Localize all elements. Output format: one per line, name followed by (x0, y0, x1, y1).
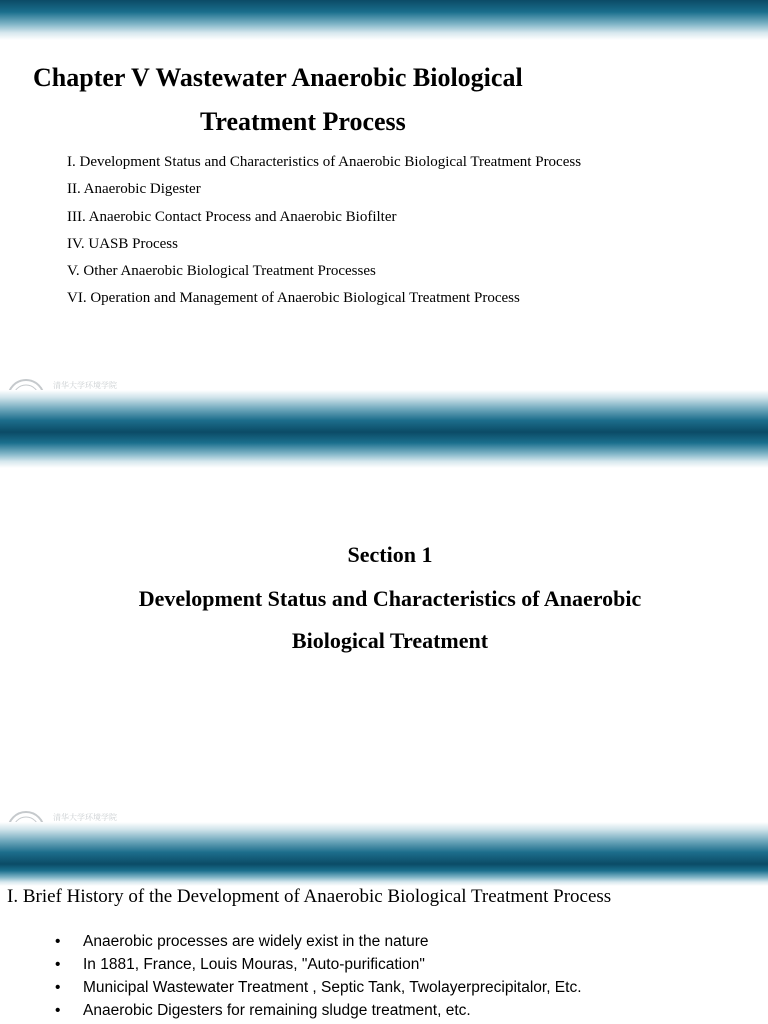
bullet-list (55, 930, 582, 1022)
slide-brief-history (0, 864, 768, 1024)
section-title-line1: Development Status and Characteristics of Anaerobic (138, 586, 642, 611)
section-title-line2: Biological Treatment (291, 628, 489, 653)
list-item-text: In 1881, France, Louis Mouras, "Auto-purification" (83, 956, 425, 973)
toc-item: VI. Operation and Management of Anaerobic Biological Treatment Process (67, 290, 520, 307)
list-item (55, 999, 582, 1022)
section-label: Section 1 (347, 542, 433, 567)
toc-item: V. Other Anaerobic Biological Treatment Processes (67, 263, 376, 280)
footer-band (0, 390, 768, 432)
bullet-symbol: • (55, 979, 61, 996)
header-band (0, 0, 768, 40)
toc-item: I. Development Status and Characteristics of Anaerobic Biological Treatment Process (67, 154, 582, 170)
chapter-title-line2: Treatment Process (200, 107, 406, 136)
list-item (55, 976, 582, 999)
list-item (55, 930, 582, 953)
list-item-text: Anaerobic processes are widely exist in the nature (83, 933, 429, 950)
slide-chapter-overview (0, 0, 768, 432)
toc-item: II. Anaerobic Digester (67, 181, 201, 198)
header-band (0, 432, 768, 468)
table-of-contents (67, 150, 581, 314)
toc-item: III. Anaerobic Contact Process and Anaerobic Biofilter (67, 208, 397, 225)
bullet-symbol: • (55, 1002, 61, 1019)
slide-heading: I. Brief History of the Development of Anaerobic Biological Treatment Process (7, 886, 612, 907)
bullet-symbol: • (55, 933, 61, 950)
header-band (0, 864, 768, 886)
bullet-symbol: • (55, 956, 61, 973)
footer-line1: 清华大学环境学院 (53, 813, 117, 822)
list-item-text: Municipal Wastewater Treatment , Septic Tank, Twolayerprecipitalor, Etc. (83, 979, 582, 996)
footer-line1: 清华大学环境学院 (53, 381, 117, 390)
footer-band (0, 822, 768, 864)
slide-section-title (0, 432, 768, 864)
list-item (55, 953, 582, 976)
chapter-title-line1: Chapter V Wastewater Anaerobic Biological (33, 63, 523, 92)
toc-item: IV. UASB Process (67, 235, 178, 252)
list-item-text: Anaerobic Digesters for remaining sludge treatment, etc. (83, 1002, 471, 1019)
